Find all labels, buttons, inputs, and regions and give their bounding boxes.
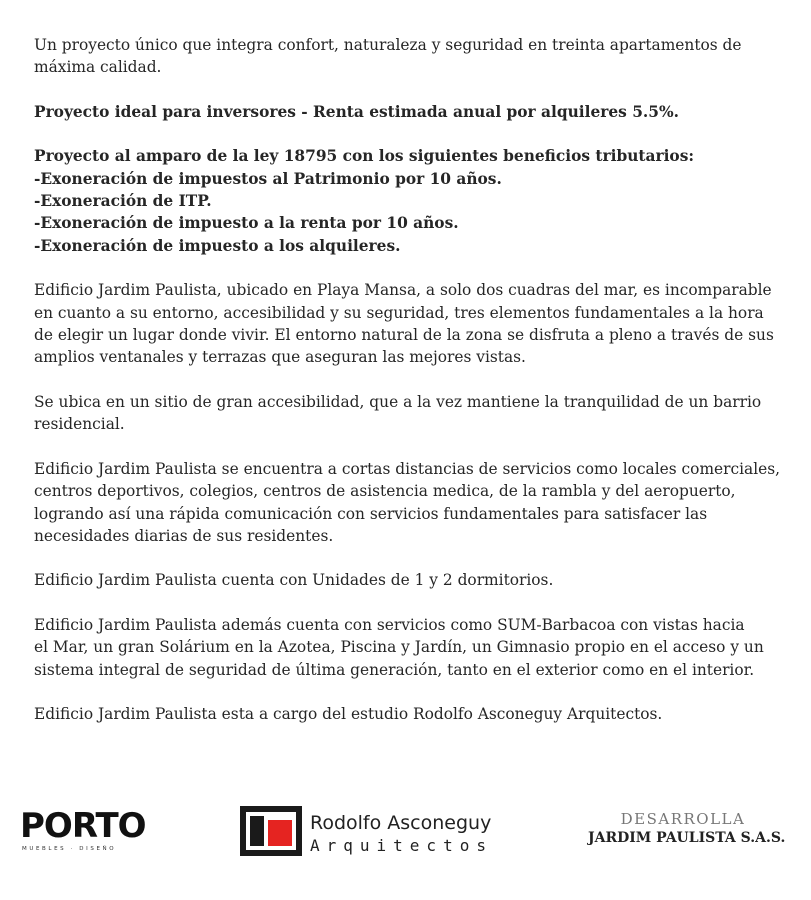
architect-logo-name: Rodolfo Asconeguy bbox=[310, 812, 492, 834]
intro-paragraph: Un proyecto único que integra confort, naturaleza y seguridad en treinta apartamentos de máxima calidad. bbox=[34, 36, 742, 77]
architect-logo bbox=[240, 806, 530, 858]
tax-benefits-paragraph: Proyecto al amparo de la ley 18795 con los siguientes beneficios tributarios: -Exoneración de impuestos al Patrimonio por 10 años. -Exoneración de ITP. -Exoneración de impuesto a la renta por 10 años. -Exoneración de impuesto a los alquileres. bbox=[34, 147, 695, 255]
developer-label: DESARROLLA bbox=[620, 810, 746, 828]
porto-logo bbox=[20, 806, 146, 852]
architect-logo-subtitle: Arquitectos bbox=[310, 836, 493, 855]
porto-logo-tagline: MUEBLES · DISEÑO bbox=[22, 846, 117, 852]
architect-logo-mark-icon bbox=[240, 806, 302, 856]
amenities-paragraph: Edificio Jardim Paulista además cuenta con servicios como SUM-Barbacoa con vistas hacia el Mar, un gran Solárium en la Azotea, Piscina y Jardín, un Gimnasio propio en el acceso y un sistema integral de seguridad de última generación, tanto en el exterior como en el interior. bbox=[34, 615, 764, 679]
accessibility-paragraph: Se ubica en un sitio de gran accesibilidad, que a la vez mantiene la tranquilidad de un barrio residencial. bbox=[34, 392, 762, 434]
architect-paragraph: Edificio Jardim Paulista esta a cargo del estudio Rodolfo Asconeguy Arquitectos. bbox=[34, 704, 663, 723]
porto-logo-name: PORTO bbox=[20, 806, 146, 846]
investor-paragraph: Proyecto ideal para inversores - Renta estimada anual por alquileres 5.5%. bbox=[34, 102, 679, 121]
developer-name: JARDIM PAULISTA S.A.S. bbox=[588, 830, 786, 846]
developer-logo bbox=[588, 810, 786, 846]
units-paragraph: Edificio Jardim Paulista cuenta con Unidades de 1 y 2 dormitorios. bbox=[34, 571, 554, 590]
services-paragraph: Edificio Jardim Paulista se encuentra a cortas distancias de servicios como locales comerciales, centros deportivos, colegios, centros de asistencia medica, de la rambla y del aeropuerto, logrando así una rápida comunicación con servicios fundamentales para satisfacer las necesidades diarias de sus residentes. bbox=[34, 459, 781, 545]
location-paragraph: Edificio Jardim Paulista, ubicado en Playa Mansa, a solo dos cuadras del mar, es incomparable en cuanto a su entorno, accesibilidad y su seguridad, tres elementos fundamentales a la hora de elegir un lugar donde vivir. El entorno natural de la zona se disfruta a pleno a través de sus amplios ventanales y terrazas que aseguran las mejores vistas. bbox=[34, 281, 774, 367]
logo-strip bbox=[0, 800, 811, 870]
document-body bbox=[34, 34, 794, 725]
